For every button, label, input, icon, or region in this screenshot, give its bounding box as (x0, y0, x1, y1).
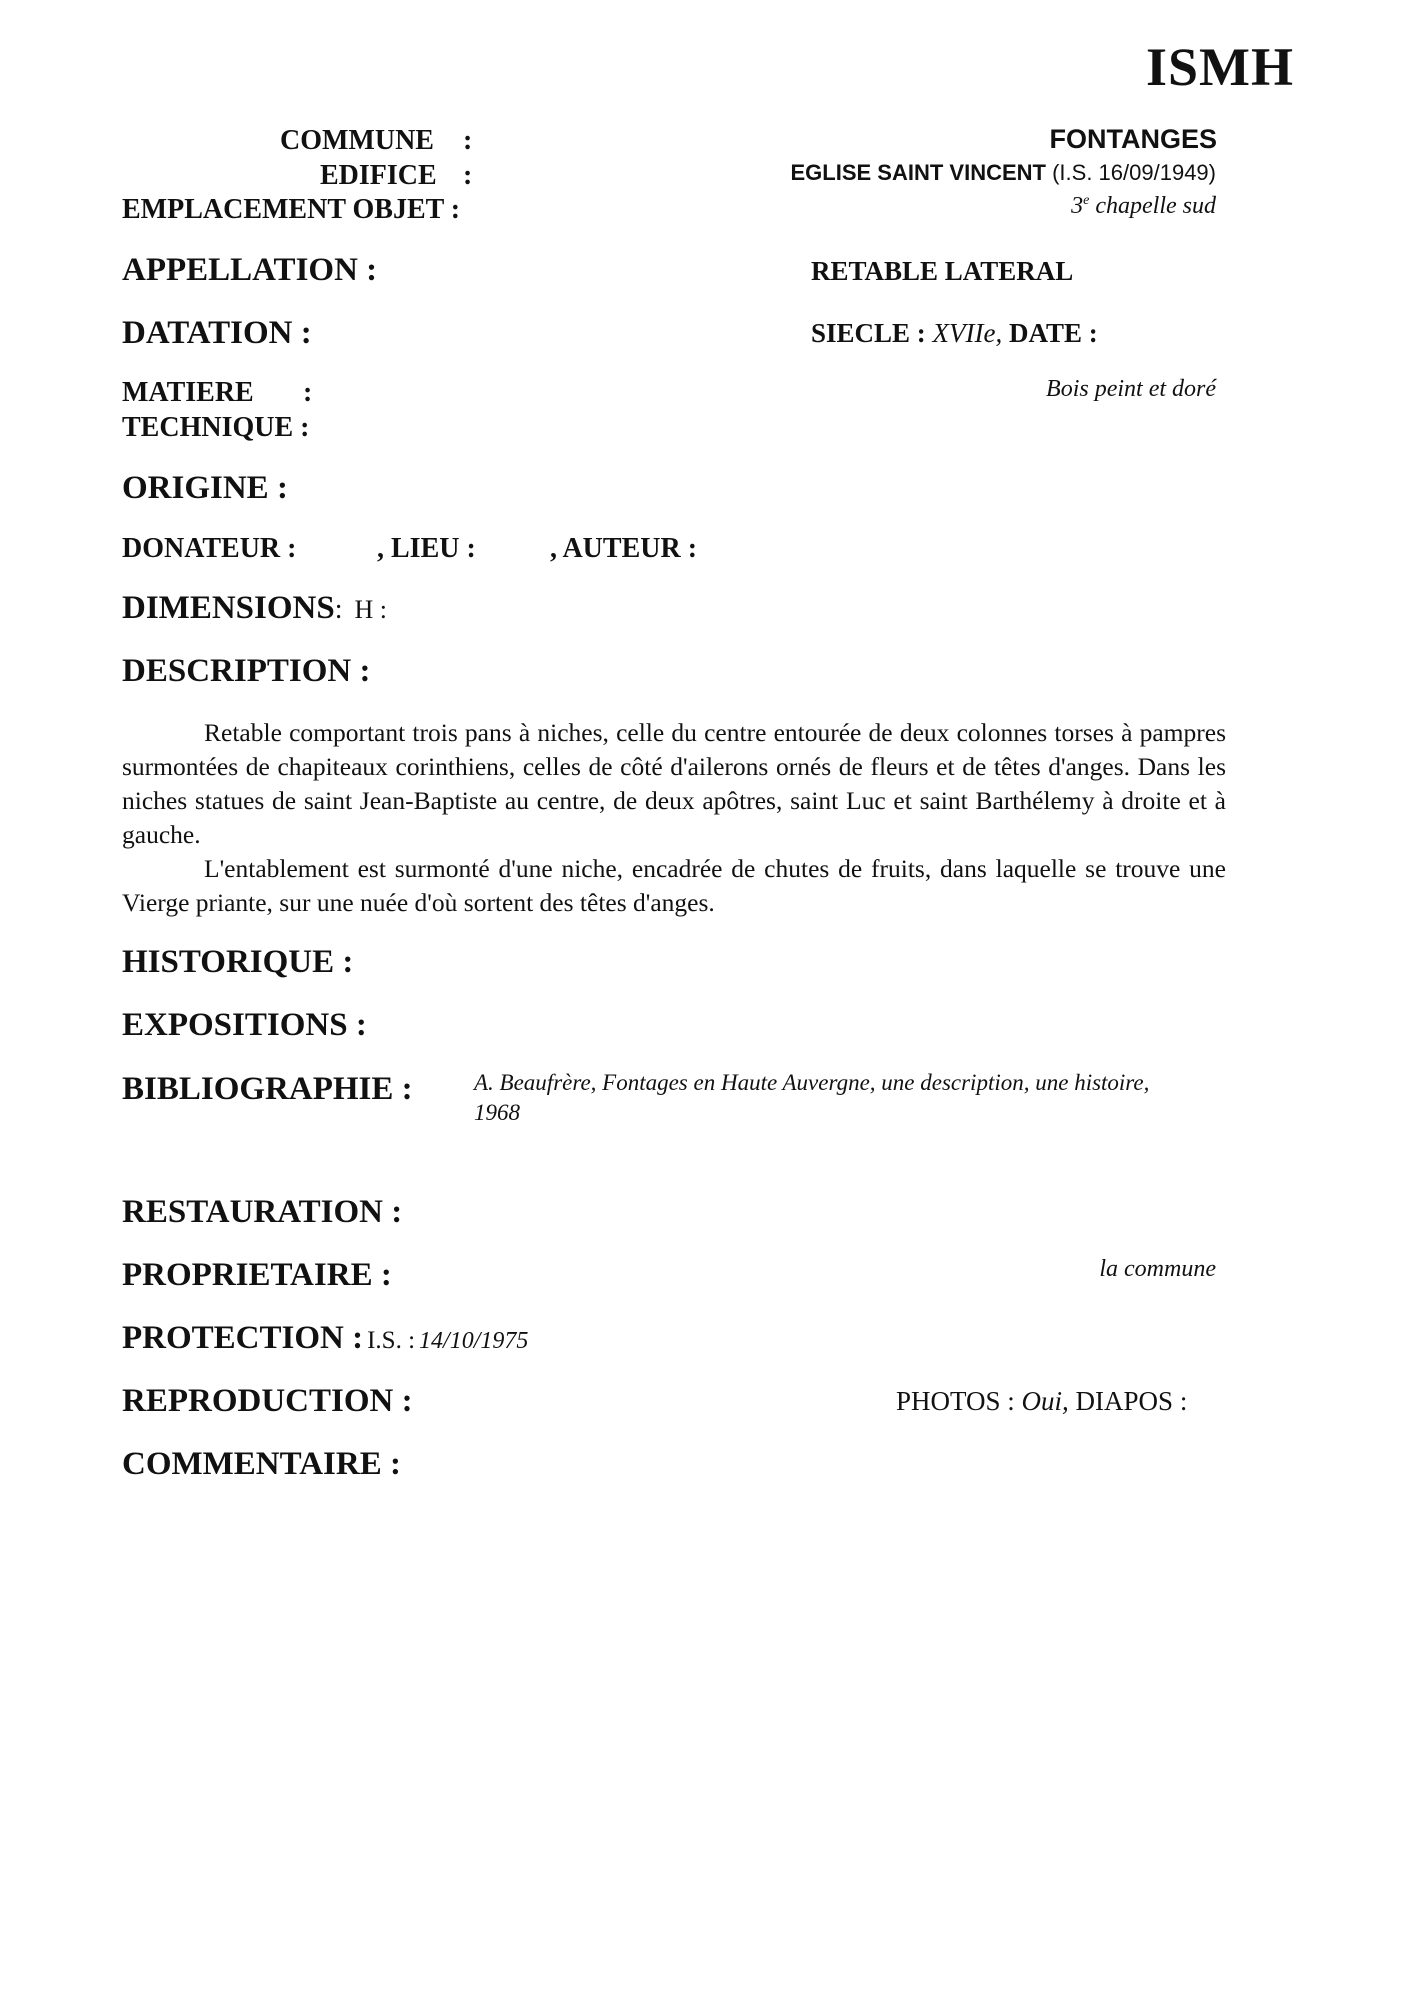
commentaire-label: COMMENTAIRE : (122, 1446, 401, 1482)
auteur-label: , AUTEUR : (550, 533, 698, 564)
proprietaire-label: PROPRIETAIRE : (122, 1257, 392, 1293)
commune-colon: : (463, 125, 473, 156)
emplacement-label: EMPLACEMENT OBJET : (122, 194, 461, 225)
protection-date: 14/10/1975 (419, 1328, 529, 1354)
appellation-label: APPELLATION : (122, 252, 378, 288)
description-paragraph: L'entablement est surmonté d'une niche, encadrée de chutes de fruits, dans laquelle se trouve une Vierge priante, sur une nuée d'où sortent des têtes d'anges. (122, 854, 1226, 917)
matiere-label: MATIERE (122, 377, 254, 408)
edifice-value (791, 160, 1217, 186)
commune-label: COMMUNE (280, 125, 434, 156)
stamp-ismh: ISMH (1145, 37, 1294, 97)
dimensions-h-label: H : (354, 595, 387, 624)
bibliographie-label: BIBLIOGRAPHIE : (122, 1071, 413, 1107)
edifice-name: EGLISE SAINT VINCENT (790, 160, 1046, 185)
proprietaire-value: la commune (1099, 1256, 1216, 1282)
expositions-label: EXPOSITIONS : (122, 1007, 367, 1043)
datation-label: DATATION : (122, 315, 312, 351)
datation-values: SIECLE : XVIIe, DATE : (811, 318, 1098, 348)
protection-row (122, 1320, 528, 1357)
emplacement-value: 3e chapelle sud (1071, 193, 1216, 219)
lieu-label: , LIEU : (377, 533, 476, 564)
edifice-protection: (I.S. 16/09/1949) (1052, 160, 1216, 185)
donateur-label: DONATEUR : (122, 533, 297, 564)
protection-is-label: I.S. : (367, 1327, 416, 1354)
dimensions-row: DIMENSIONS: H : (122, 590, 387, 626)
dimensions-label: DIMENSIONS (122, 590, 335, 626)
historique-label: HISTORIQUE : (122, 944, 354, 980)
edifice-colon: : (463, 160, 473, 191)
bibliographie-value: A. Beaufrère, Fontages en Haute Auvergne, une description, une histoire, 1968 (474, 1070, 1150, 1125)
technique-label: TECHNIQUE : (122, 412, 310, 443)
reproduction-values: PHOTOS : Oui, DIAPOS : (896, 1386, 1188, 1416)
commune-value: FONTANGES (1049, 124, 1217, 154)
protection-label: PROTECTION : (122, 1320, 364, 1356)
appellation-value: RETABLE LATERAL (811, 256, 1074, 286)
description-label: DESCRIPTION : (122, 653, 371, 689)
matiere-colon: : (303, 377, 313, 408)
edifice-label: EDIFICE (320, 160, 437, 191)
description-paragraph: Retable comportant trois pans à niches, celle du centre entourée de deux colonnes torses à pampres surmontées de chapiteaux corinthiens, celles de côté d'ailerons ornés de fleurs et de têtes d'anges. Dans les niches statues de saint Jean-Baptiste au centre, de deux apôtres, saint Luc et saint Barthélemy à droite et à gauche. (122, 718, 1226, 849)
description-text (122, 716, 1226, 920)
matiere-value: Bois peint et doré (1046, 376, 1216, 402)
origine-label: ORIGINE : (122, 470, 288, 506)
restauration-label: RESTAURATION : (122, 1194, 403, 1230)
reproduction-label: REPRODUCTION : (122, 1383, 413, 1419)
